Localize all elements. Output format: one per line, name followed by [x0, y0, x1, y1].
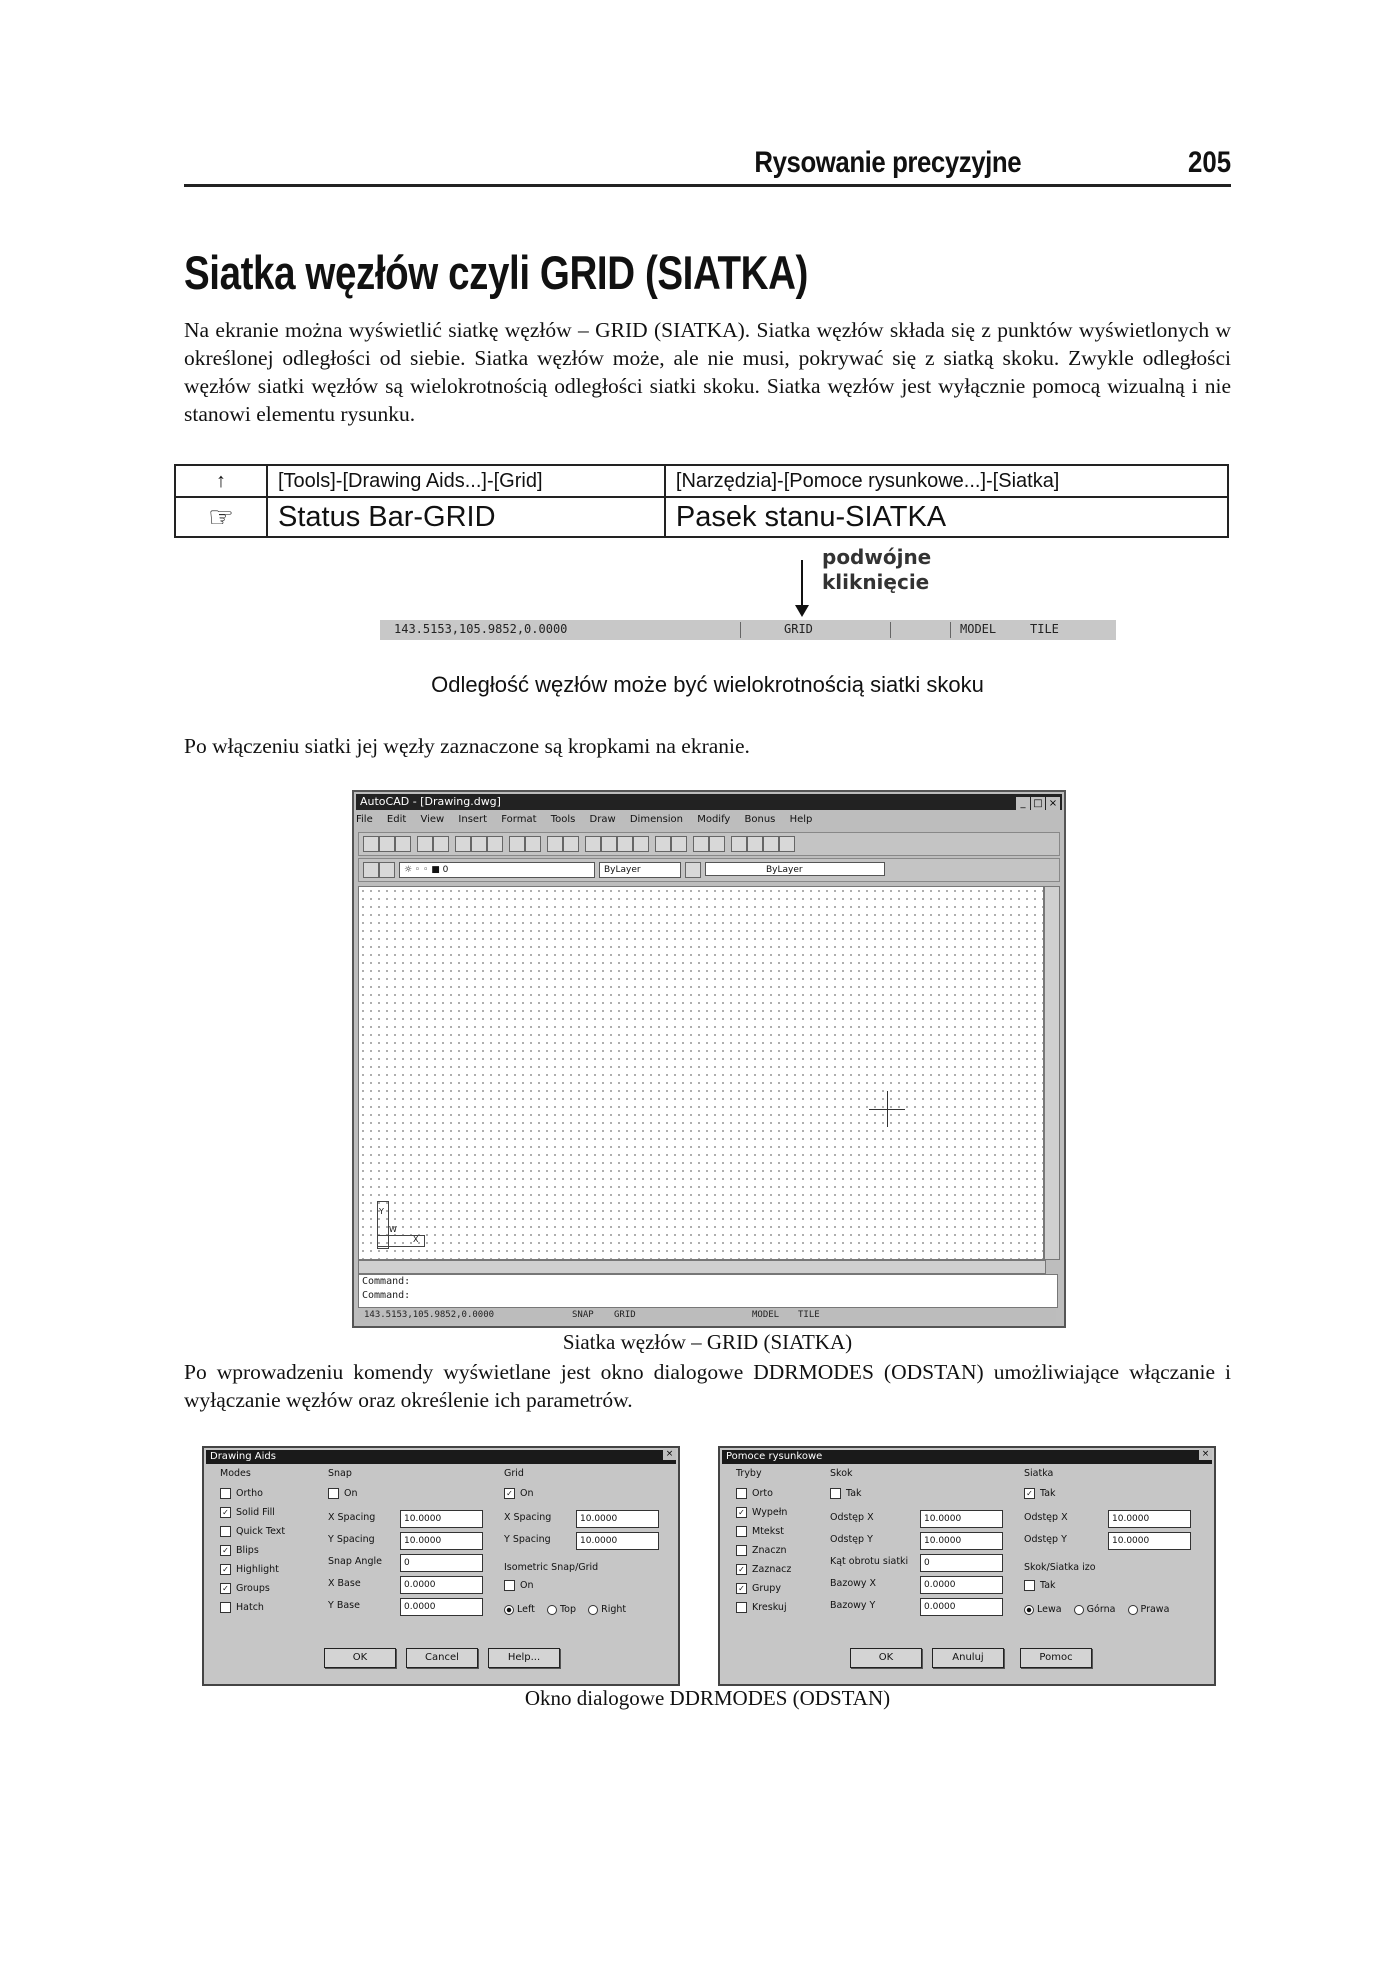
checkbox-icon[interactable] — [504, 1580, 515, 1591]
status-caption: Odległość węzłów może być wielokrotnością siatki skoku — [431, 672, 984, 697]
close-icon[interactable]: × — [663, 1449, 676, 1460]
paste-icon[interactable] — [487, 836, 503, 852]
iso-options: Left Top Right — [504, 1604, 626, 1615]
mode-grupy[interactable]: ✓ Grupy — [736, 1583, 781, 1594]
checkbox-checked-icon[interactable]: ✓ — [736, 1507, 747, 1518]
mode-solid-fill[interactable]: ✓ Solid Fill — [220, 1507, 275, 1518]
crosshair-v — [887, 1091, 888, 1127]
command-line[interactable]: Command: Command: — [358, 1274, 1058, 1308]
intro-paragraph: Na ekranie można wyświetlić siatkę węzłów – GRID (SIATKA). Siatka węzłów składa się z punktów wyświetlonych w określonej odległości od siebie. Siatka węzłów może, ale nie musi, pokrywać się z siatką skoku. Zwykle odległości węzłów siatki węzłów są wielokrotnością odległości siatki skoku. Siatka węzłów jest wyłącznie pomocą wizualną i nie stanowi elementu rysunku. — [184, 318, 1231, 426]
model-toggle[interactable]: MODEL — [960, 622, 997, 636]
mode-znaczn[interactable]: Znaczn — [736, 1545, 787, 1556]
status-bar — [380, 620, 1116, 640]
snap-xbase-label: X Base — [328, 1578, 361, 1589]
menu-dimension[interactable]: Dimension — [629, 814, 684, 825]
acad-coordinates: 143.5153,105.9852,0.0000 — [364, 1310, 495, 1320]
snap-y-label: Y Spacing — [328, 1534, 375, 1545]
mode-zaznacz[interactable]: ✓ Zaznacz — [736, 1564, 791, 1575]
snap-label: Snap — [328, 1468, 352, 1479]
snap-angle-input[interactable]: 0 — [400, 1554, 483, 1572]
iso-label: Isometric Snap/Grid — [504, 1562, 599, 1573]
menu-help[interactable]: Help — [789, 814, 813, 825]
menu-insert[interactable]: Insert — [458, 814, 488, 825]
undo-icon[interactable] — [509, 836, 525, 852]
status-bar-en: Status Bar-GRID — [267, 497, 665, 537]
table-row — [175, 465, 1228, 497]
acad-snap-toggle[interactable]: SNAP — [572, 1310, 594, 1320]
vertical-scrollbar[interactable] — [1044, 886, 1060, 1260]
section-heading: Siatka węzłów czyli GRID (SIATKA) — [184, 246, 808, 299]
redo-icon[interactable] — [525, 836, 541, 852]
checkbox-icon[interactable] — [736, 1545, 747, 1556]
checkbox-checked-icon[interactable]: ✓ — [220, 1564, 231, 1575]
properties-icon[interactable] — [655, 836, 671, 852]
color-dropdown[interactable]: ByLayer — [599, 862, 681, 878]
pointing-hand-icon: ☞ — [175, 497, 267, 537]
menu-draw[interactable]: Draw — [589, 814, 616, 825]
checkbox-checked-icon[interactable]: ✓ — [736, 1564, 747, 1575]
radio-right[interactable] — [1128, 1605, 1138, 1615]
snap-ybase-label: Bazowy Y — [830, 1600, 876, 1611]
help-button[interactable]: Pomoc — [1020, 1648, 1092, 1668]
snap-x-base-input[interactable]: 0.0000 — [400, 1576, 483, 1594]
menu-format[interactable]: Format — [501, 814, 537, 825]
section-title: Rysowanie precyzyjne — [754, 146, 1021, 179]
snap-y-label: Odstęp Y — [830, 1534, 873, 1545]
table-row — [175, 497, 1228, 537]
mode-groups[interactable]: ✓ Groups — [220, 1583, 270, 1594]
modes-label: Tryby — [736, 1468, 762, 1479]
grid-toggle[interactable]: GRID — [784, 622, 813, 636]
checkbox-icon[interactable] — [736, 1488, 747, 1499]
object-properties-toolbar — [358, 858, 1060, 882]
mode-mtekst[interactable]: Mtekst — [736, 1526, 784, 1537]
menu-path-pl: [Narzędzia]-[Pomoce rysunkowe...]-[Siatka] — [665, 465, 1228, 497]
drawing-area-grid[interactable] — [358, 886, 1044, 1260]
maximize-icon[interactable]: □ — [1031, 797, 1045, 810]
checkbox-icon[interactable] — [328, 1488, 339, 1499]
redraw-icon[interactable] — [709, 836, 725, 852]
mode-wypeln[interactable]: ✓ Wypełn — [736, 1507, 787, 1518]
dialog-caption: Okno dialogowe DDRMODES (ODSTAN) — [524, 1686, 891, 1710]
mode-highlight[interactable]: ✓ Highlight — [220, 1564, 279, 1575]
checkbox-checked-icon[interactable]: ✓ — [736, 1583, 747, 1594]
cut-icon[interactable] — [455, 836, 471, 852]
grid-x-spacing-input[interactable]: 10.0000 — [1108, 1510, 1191, 1528]
running-header — [184, 146, 1231, 187]
distance-icon[interactable] — [693, 836, 709, 852]
checkbox-checked-icon[interactable]: ✓ — [220, 1545, 231, 1556]
acad-tile-toggle[interactable]: TILE — [798, 1310, 820, 1320]
horizontal-scrollbar[interactable] — [358, 1260, 1046, 1274]
match-icon[interactable] — [671, 836, 687, 852]
close-icon[interactable]: × — [1199, 1449, 1212, 1460]
named-views-icon[interactable] — [747, 836, 763, 852]
ok-button[interactable]: OK — [850, 1648, 922, 1668]
grid-x-label: X Spacing — [504, 1512, 552, 1523]
linetype-dropdown[interactable]: ByLayer — [705, 862, 885, 876]
arrow-head-icon — [795, 605, 809, 617]
close-icon[interactable]: × — [1046, 797, 1060, 810]
pan-icon[interactable] — [585, 836, 601, 852]
help-button[interactable]: Help... — [488, 1648, 560, 1668]
double-click-hint: podwójne kliknięcie — [822, 545, 932, 594]
layer-state-icons: ☼ ◦ ◦ ■ — [404, 865, 440, 875]
snap-label: Skok — [830, 1468, 853, 1479]
grid-on[interactable]: ✓ On — [504, 1488, 534, 1499]
acad-status-bar — [358, 1308, 1056, 1322]
snap-ybase-label: Y Base — [328, 1600, 360, 1611]
checkbox-checked-icon[interactable]: ✓ — [504, 1488, 515, 1499]
checkbox-icon[interactable] — [220, 1602, 231, 1613]
snap-x-base-input[interactable]: 0.0000 — [920, 1576, 1003, 1594]
new-icon[interactable] — [363, 836, 379, 852]
grid-y-spacing-input[interactable]: 10.0000 — [1108, 1532, 1191, 1550]
menu-tools[interactable]: Tools — [550, 814, 576, 825]
snap-on[interactable]: Tak — [830, 1488, 862, 1499]
ucs-icon: Y W X — [369, 1195, 425, 1251]
snap-angle-input[interactable]: 0 — [920, 1554, 1003, 1572]
layer-dropdown[interactable]: ☼ ◦ ◦ ■ 0 — [399, 862, 595, 878]
snap-x-spacing-input[interactable]: 10.0000 — [920, 1510, 1003, 1528]
radio-left[interactable] — [504, 1605, 514, 1615]
coordinates-readout: 143.5153,105.9852,0.0000 — [394, 622, 568, 636]
grid-y-label: Y Spacing — [504, 1534, 551, 1545]
standard-toolbar — [358, 832, 1060, 856]
menu-view[interactable]: View — [420, 814, 445, 825]
save-icon[interactable] — [395, 836, 411, 852]
radio-left[interactable] — [1024, 1605, 1034, 1615]
ucs-icon[interactable] — [563, 836, 579, 852]
checkbox-checked-icon[interactable]: ✓ — [220, 1507, 231, 1518]
iso-label: Skok/Siatka izo — [1024, 1562, 1096, 1573]
layers-icon[interactable] — [363, 862, 379, 878]
checkbox-checked-icon[interactable]: ✓ — [220, 1583, 231, 1594]
linetype-icon[interactable] — [685, 862, 701, 878]
snap-y-base-input[interactable]: 0.0000 — [920, 1598, 1003, 1616]
mode-kreskuj[interactable]: Kreskuj — [736, 1602, 787, 1613]
snap-angle-label: Kąt obrotu siatki — [830, 1556, 909, 1567]
pomoce-rysunkowe-dialog — [718, 1446, 1216, 1686]
radio-top[interactable] — [1074, 1605, 1084, 1615]
tile-toggle[interactable]: TILE — [1030, 622, 1059, 636]
snap-icon[interactable] — [547, 836, 563, 852]
iso-on[interactable]: On — [504, 1580, 534, 1591]
dialog-paragraph: Po wprowadzeniu komendy wyświetlane jest okno dialogowe DDRMODES (ODSTAN) umożliwiające włączanie i wyłączanie węzłów oraz określenie ich parametrów. — [184, 1360, 1231, 1412]
open-icon[interactable] — [379, 836, 395, 852]
acad-grid-toggle[interactable]: GRID — [614, 1310, 636, 1320]
mode-hatch[interactable]: Hatch — [220, 1602, 264, 1613]
grid-y-spacing-input[interactable]: 10.0000 — [576, 1532, 659, 1550]
snap-x-spacing-input[interactable]: 10.0000 — [400, 1510, 483, 1528]
print-icon[interactable] — [417, 836, 433, 852]
checkbox-icon[interactable] — [736, 1526, 747, 1537]
snap-x-label: Odstęp X — [830, 1512, 874, 1523]
menu-file[interactable]: File — [356, 814, 373, 825]
menu-arrow-icon: ↑ — [175, 465, 267, 497]
zoom-window-icon[interactable] — [617, 836, 633, 852]
mode-orto[interactable]: Orto — [736, 1488, 773, 1499]
minimize-icon[interactable]: _ — [1016, 797, 1030, 810]
mode-ortho[interactable]: Ortho — [220, 1488, 263, 1499]
snap-xbase-label: Bazowy X — [830, 1578, 877, 1589]
snap-x-label: X Spacing — [328, 1512, 376, 1523]
radio-right[interactable] — [588, 1605, 598, 1615]
grid-caption: Siatka węzłów – GRID (SIATKA) — [562, 1330, 853, 1354]
status-bar-pl: Pasek stanu-SIATKA — [665, 497, 1228, 537]
snap-on[interactable]: On — [328, 1488, 358, 1499]
make-current-icon[interactable] — [379, 862, 395, 878]
grid-label: Siatka — [1024, 1468, 1054, 1479]
modes-label: Modes — [220, 1468, 251, 1479]
checkbox-icon[interactable] — [736, 1602, 747, 1613]
checkbox-icon[interactable] — [830, 1488, 841, 1499]
menu-bonus[interactable]: Bonus — [744, 814, 776, 825]
grid-y-label: Odstęp Y — [1024, 1534, 1067, 1545]
checkbox-icon[interactable] — [220, 1526, 231, 1537]
help-icon[interactable] — [779, 836, 795, 852]
snap-y-spacing-input[interactable]: 10.0000 — [400, 1532, 483, 1550]
copy-icon[interactable] — [471, 836, 487, 852]
acad-model-toggle[interactable]: MODEL — [752, 1310, 780, 1320]
snap-y-spacing-input[interactable]: 10.0000 — [920, 1532, 1003, 1550]
grid-x-spacing-input[interactable]: 10.0000 — [576, 1510, 659, 1528]
snap-y-base-input[interactable]: 0.0000 — [400, 1598, 483, 1616]
menu-path-en: [Tools]-[Drawing Aids...]-[Grid] — [267, 465, 665, 497]
grid-label: Grid — [504, 1468, 524, 1479]
grid-on[interactable]: ✓ Tak — [1024, 1488, 1056, 1499]
dialog-title: Drawing Aids — [206, 1450, 676, 1464]
checkbox-icon[interactable] — [220, 1488, 231, 1499]
iso-options: Lewa Górna Prawa — [1024, 1604, 1169, 1615]
page-number: 205 — [1187, 146, 1231, 179]
aerial-view-icon[interactable] — [731, 836, 747, 852]
dialog-title: Pomoce rysunkowe — [722, 1450, 1212, 1464]
zoom-previous-icon[interactable] — [633, 836, 649, 852]
radio-top[interactable] — [547, 1605, 557, 1615]
window-title-bar: AutoCAD - [Drawing.dwg] _ □ × — [356, 794, 1062, 810]
cancel-button[interactable]: Anuluj — [932, 1648, 1004, 1668]
mode-blips[interactable]: ✓ Blips — [220, 1545, 259, 1556]
menu-bar — [356, 812, 1062, 828]
menu-edit[interactable]: Edit — [386, 814, 407, 825]
menu-modify[interactable]: Modify — [697, 814, 731, 825]
grid-x-label: Odstęp X — [1024, 1512, 1068, 1523]
command-reference-table — [174, 464, 1229, 538]
mode-quick-text[interactable]: Quick Text — [220, 1526, 285, 1537]
cancel-button[interactable]: Cancel — [406, 1648, 478, 1668]
preview-icon[interactable] — [433, 836, 449, 852]
ok-button[interactable]: OK — [324, 1648, 396, 1668]
zoom-icon[interactable] — [601, 836, 617, 852]
checkbox-checked-icon[interactable]: ✓ — [1024, 1488, 1035, 1499]
3d-view-icon[interactable] — [763, 836, 779, 852]
iso-on[interactable]: Tak — [1024, 1580, 1056, 1591]
checkbox-icon[interactable] — [1024, 1580, 1035, 1591]
snap-angle-label: Snap Angle — [328, 1556, 382, 1567]
hint-arrow-icon — [801, 560, 803, 610]
grid-on-paragraph: Po włączeniu siatki jej węzły zaznaczone są kropkami na ekranie. — [184, 734, 750, 758]
autocad-window — [352, 790, 1066, 1328]
drawing-aids-dialog — [202, 1446, 680, 1686]
